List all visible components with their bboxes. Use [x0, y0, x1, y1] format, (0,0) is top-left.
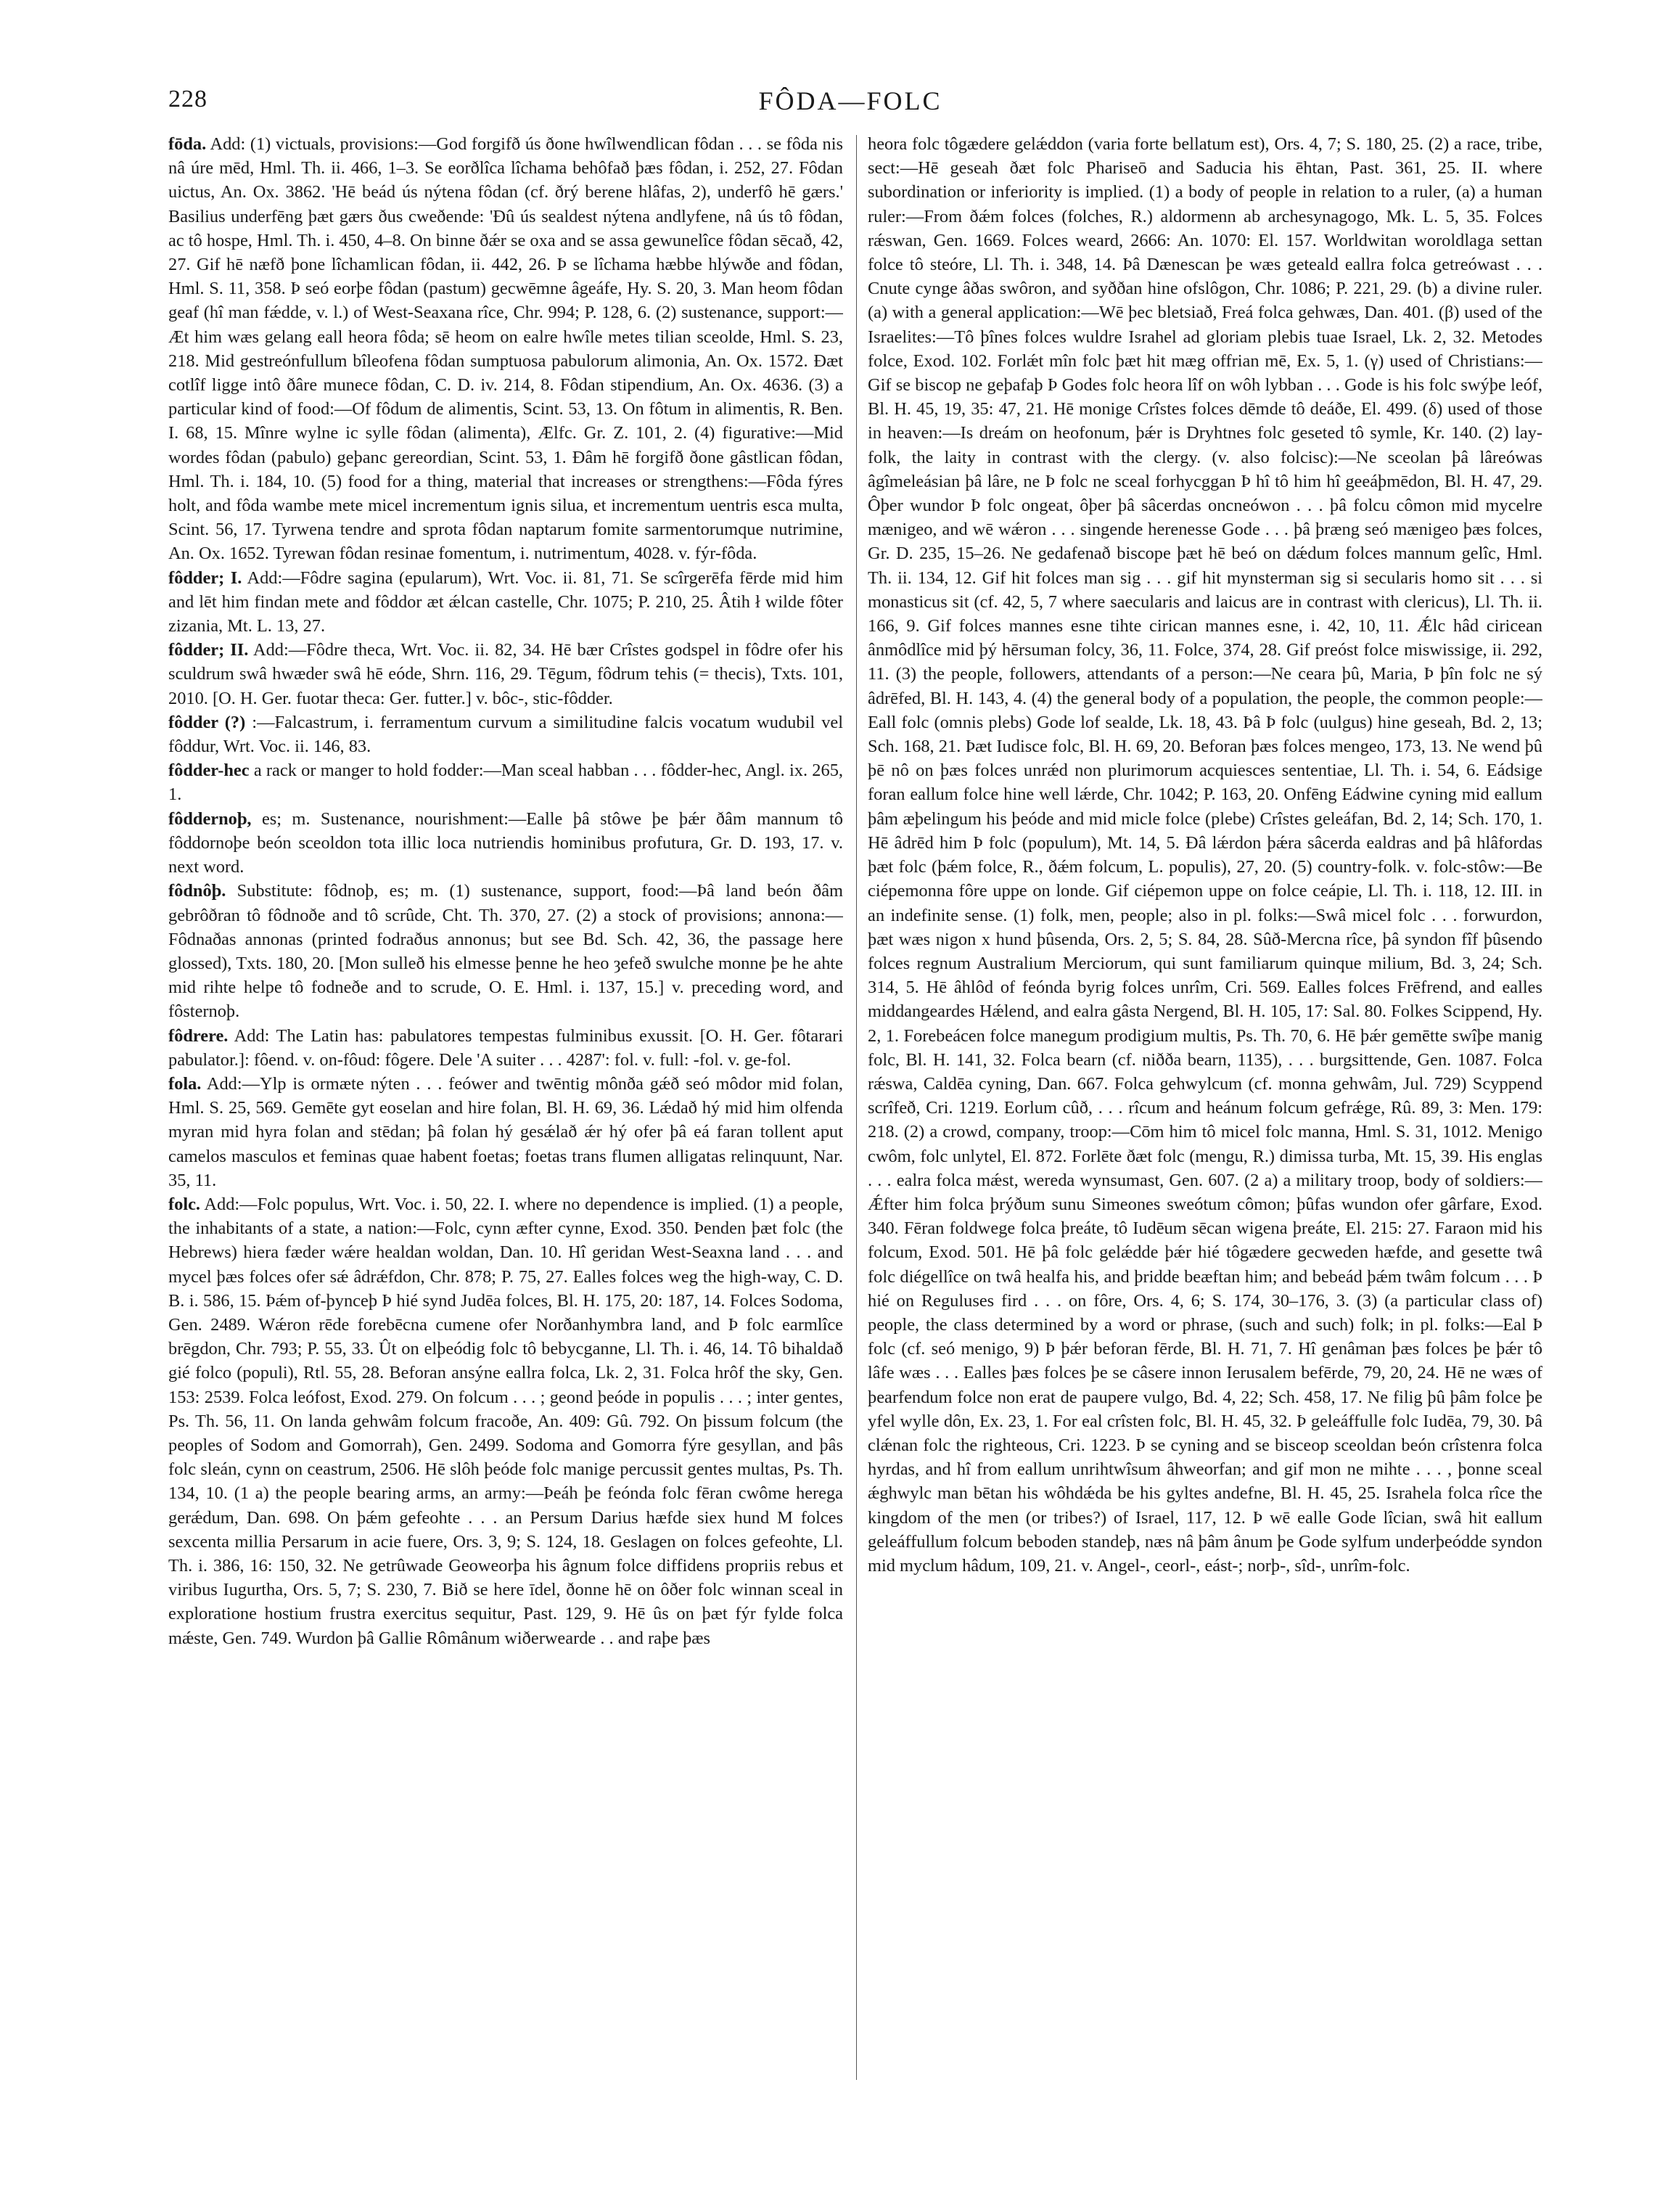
entry-text: heora folc tôgædere gelǽddon (varia forte bellatum est), Ors. 4, 7; S. 180, 25. (2) a race, tribe, sect:—Hē geseah ðæt folc Phariseō and Saducia his ēhtan, Past. 361, 25. II. where subordination or inferiority is implied. (1) a body of people in relation to a ruler, (a) a human ruler:—From ðǽm folces (folches, R.) aldormenn ab archesynagogo, Mk. L. 5, 35. Folces rǽswan, Gen. 1669. Folces weard, 2666: An. 1070: El. 157. Worldwitan woroldlaga settan folce tô steóre, Ll. Th. i. 348, 14. Þâ Dænescan þe wæs geteald eallra folca getreówast . . . Cnute cynge âðas swôron, and syððan hine ofslôgon, Chr. 1086; P. 221, 29. (b) a divine ruler. (a) with a general application:—Wē þec bletsiað, Freá folca gehwæs, Dan. 401. (β) used of the Israelites:—Tô þînes folces wuldre Israhel ad gloriam plebis tuae Israel, Lk. 2, 32. Metodes folce, Exod. 102. Forlǽt mîn folc þæt hit mæg offrian mē, Ex. 5, 1. (γ) used of Christians:—Gif se biscop ne geþafaþ Þ Godes folc heora lîf on wôh lybban . . . Gode is his folc swýþe leóf, Bl. H. 45, 19, 35: 47, 21. Hē monige Crîstes folces dēmde tô deáðe, El. 499. (δ) used of those in heaven:—Is dreám on heofonum, þǽr is Dryhtnes folc geseted tô symle, Kr. 140. (2) lay-folk, the laity in contrast with the clergy. (v. also folcisc):—Ne sceolan þâ lâreówas âgîmeleásian þâ lâre, ne Þ folc ne sceal forhycggan Þ hî tô him hî geeáþmēdon, Bl. H. 47, 29. Ôþer wundor Þ folc ongeat, ôþer þâ sâcerdas oncneówon . . . þâ folcu cômon mid mycelre mænigeo, and wē wǽron . . . singende herenesse Gode . . . þâ þræng seó mænigeo þæs folces, Gr. D. 235, 15–26. Ne gedafenað biscope þæt hē beó on dǽdum folces mannum gelîc, Hml. Th. ii. 134, 12. Gif hit folces man sig . . . gif hit mynsterman sig si secularis homo sit . . . si monasticus sit (cf. 42, 5, 7 where saecularis and laicus are in contrast with clericus), Ll. Th. ii. 166, 9. Gif folces mannes esne tihte cirican mannes esne, i. 42, 10, 11. Ǽlc hâd ciricean ânmôdlîce mid þý hērsuman folcy, 36, 11. Folce, 374, 28. Gif preóst folce miswissige, ii. 292, 11. (3) the people, followers, attendants of a person:—Ne ceara þû, Maria, Þ þîn folc ne sý âdrēfed, Bl. H. 143, 4. (4) the general body of a population, the people, the common people:—Eall folc (omnis plebs) Gode lof sealde, Lk. 18, 43. Þâ Þ folc (uulgus) hine geseah, Bd. 2, 13; Sch. 168, 21. Þæt Iudisce folc, Bl. H. 69, 20. Beforan þæs folces mengeo, 173, 13. Ne wend þû þē nô on þæs folces unrǽd non plurimorum acquiesces sententiae, Ll. Th. i. 54, 6. Eádsige foran eallum folce hine well lǽrde, Chr. 1042; P. 163, 20. Onfēng Eádwine cyning mid eallum þâm æþelingum his þeóde and mid micle folce (plebe) Crîstes geleáfan, Bd. 2, 14; Sch. 170, 1. Hē âdrēd him Þ folc (populum), Mt. 14, 5. Ðâ lǽrdon þǽra sâcerda ealdras and þâ hlâfordas þæt folc (þǽm folce, R., ðǽm folcum, L. populis), 27, 20. (5) country-folk. v. folc-stôw:—Be ciépemonna fôre uppe on londe. Gif ciépemon uppe on folce ceápie, Ll. Th. i. 118, 12. III. in an indefinite sense. (1) folk, men, people; also in pl. folks:—Swâ micel folc . . . forwurdon, þæt wæs nigon x hund þûsenda, Ors. 2, 5; S. 84, 28. Sûð-Mercna rîce, þâ syndon fîf þûsendo folces regnum Australium Merciorum, qui sunt familiarum quinque milium, Bd. 3, 24; Sch. 314, 5. Hē âhlôd of feónda byrig folces unrîm, Cri. 569. Ealles folces Frēfrend, and ealles middangeardes Hǽlend, and ealra gâsta Nergend, Bl. H. 105, 17: Sal. 80. Folkes Scippend, Hy. 2, 1. Forebeácen folce manegum prodigium multis, Ps. Th. 70, 6. Hē þǽr gemētte swîþe manig folc, Bl. H. 141, 32. Folca bearn (cf. niðða bearn, 1135), . . . burgsittende, Gen. 1087. Folca rǽswa, Caldēa cyning, Dan. 667. Folca gehwylcum (cf. monna gehwâm, Jul. 729) Scyppend scrîfeð, Cri. 1219. Eorlum cûð, . . . rîcum and heánum folcum gefrǽge, Rû. 89, 3: Men. 179: 218. (2) a crowd, company, troop:—Cōm him tô micel folc manna, Hml. S. 31, 1012. Menigo cwôm, folc unlytel, El. 872. Forlēte ðæt folc (mengu, R.) dimissa turba, Mt. 15, 39. His englas . . . ealra folca mǽst, wereda wynsumast, Gen. 607. (2 a) a military troop, body of soldiers:—Ǽfter him folca þrýðum sunu Simeones sweótum cômon; þûfas wundon ofer gârfare, Exod. 340. Fēran foldwege folca þreáte, tô Iudēum sēcan wigena þreáte, El. 215: 27. Faraon mid his folcum, Exod. 501. Hē þâ folc gelǽdde þǽr hié tôgædere gecweden hæfde, and gesette twâ folc diégellîce on twâ healfa his, and þridde beæftan him; and bebeád þǽm twâm folcum . . . Þ hié on Reguluses fird . . . on fôre, Ors. 4, 6; S. 174, 30–176, 3. (3) (a particular class of) people, the class determined by a word or phrase, (such and such) folk; in pl. folks:—Eal Þ folc (cf. seó menigo, 9) Þ þǽr beforan fērde, Bl. H. 71, 7. Hî genâman þæs folces þe þǽr tô lâfe wæs . . . Ealles þæs folces þe se câsere innon Ierusalem befērde, 79, 20, 24. Hē ne wæs of þearfendum folce non erat de paupere vulgo, Bd. 4, 22; Sch. 458, 17. Ne filig þû þâm folce þe yfel wylle dôn, Ex. 23, 1. For eal crîsten folc, Bl. H. 45, 32. Þ geleáffulle folc Iudēa, 79, 30. Þâ clǽnan folc the righteous, Cri. 1223. Þ se cyning and se bisceop sceoldan beón crîstenra folca hyrdas, and hî from eallum unrihtwîsum âhweorfan; and gif mon ne mihte . . . , þonne sceal ǽghwylc man bētan his wôhdǽda be his gyltes andefne, Bl. H. 45, 25. Israhela folca rîce the kingdom of the men (or tribes?) of Israel, 117, 12. Þ wē ealle Gode lîcian, swâ hit eallum geleáffullum folcum beboden standeþ, næs nâ þâm ânum þe Gode sylfum underþeódde syndon mid myclum hâdum, 109, 21. v. Angel-, ceorl-, eást-; norþ-, sîd-, unrîm-folc.: [868, 134, 1542, 1576]
page-number: 228: [168, 86, 208, 112]
dictionary-entry: [168, 1072, 843, 1192]
dictionary-entry: [168, 132, 843, 566]
entry-text: Add:—Folc populus, Wrt. Voc. i. 50, 22. I. where no dependence is implied. (1) a people, the inhabitants of a state, a nation:—Folc, cynn æfter cynne, Exod. 350. Þenden þæt folc (the Hebrews) hiera fæder wǽre healdan woldan, Dan. 10. Hî geridan West-Seaxna land . . . and mycel þæs folces ofer sǽ âdrǽfdon, Chr. 878; P. 75, 27. Ealles folces weg the high-way, C. D. B. i. 586, 15. Þǽm of-þynceþ Þ hié synd Judēa folces, Bl. H. 175, 20: 187, 14. Folces Sodoma, Gen. 2489. Wǽron rēde forebēcna cumene ofer Norðanhymbra land, and Þ folc earmlîce brēgdon, Chr. 793; P. 55, 33. Ût on elþeódig folc tô bebycganne, Ll. Th. i. 46, 14. Tô bihaldað gié folco (populi), Rtl. 55, 28. Beforan ansýne eallra folca, Lk. 2, 31. Folca hrôf the sky, Gen. 153: 2539. Folca leófost, Exod. 279. On folcum . . . ; geond þeóde in populis . . . ; inter gentes, Ps. Th. 56, 11. On landa gehwâm folcum fracoðe, An. 409: Gû. 792. On þissum folcum (the peoples of Sodom and Gomorrah), Gen. 2499. Sodoma and Gomorra fýre gesyllan, and þâs folc sleán, cynn on ceastrum, 2506. Hē slôh þeóde folc manige percussit gentes multas, Ps. Th. 134, 10. (1 a) the people bearing arms, an army:—Þeáh þe feónda folc fēran cwôme herega gerǽdum, Dan. 698. On þǽm gefeohte . . . an Persum Darius hæfde siex hund M folces sexcenta millia Persarum in acie fuere, Ors. 3, 9; S. 124, 18. Geslagen on folces gefeohte, Ll. Th. i. 386, 16: 150, 32. Ne getrûwade Geoweorþa his âgnum folce diffidens propriis rebus et viribus Iugurtha, Ors. 5, 7; S. 230, 7. Bið se here īdel, ðonne hē on ôðer folc winnan sceal in exploratione hostium frustra exercitus sequitur, Past. 129, 9. Hē ûs on þæt fýr fylde folca mǽste, Gen. 749. Wurdon þâ Gallie Rômânum wiðerwearde . . and raþe þæs: [168, 1194, 843, 1648]
dictionary-entry: [168, 807, 843, 880]
column-divider: [856, 135, 857, 2080]
entry-headword: folc.: [168, 1194, 201, 1214]
right-column: [868, 132, 1542, 2164]
dictionary-entry: [168, 879, 843, 1023]
entry-headword: fôdder; I.: [168, 568, 242, 588]
dictionary-entry: [168, 1024, 843, 1072]
entry-headword: fôdder-hec: [168, 761, 250, 781]
entry-headword: fola.: [168, 1073, 202, 1094]
entry-text: Add:—Fôdre sagina (epularum), Wrt. Voc. ii. 81, 71. Se scîrgerēfa fērde mid him and lēt him findan mete and fôddor æt ǽlcan castelle, Chr. 1075; P. 210, 25. Âtih ł wilde fôter zizania, Mt. L. 13, 27.: [168, 568, 843, 636]
entry-headword: fôdder; II.: [168, 640, 249, 660]
entry-headword: fôdder (?): [168, 712, 246, 732]
dictionary-entry: [168, 1192, 843, 1650]
entry-headword: fôddernoþ,: [168, 808, 252, 829]
entry-headword: fōda.: [168, 134, 207, 154]
entry-text: Add: The Latin has: pabulatores tempestas fulminibus exussit. [O. H. Ger. fôtarari pabulator.]: fôend. v. on-fôud: fôgere. Dele 'A suiter . . . 4287': fol. v. full: -fol. v. ge-fol.: [168, 1025, 843, 1070]
dictionary-entry: [168, 566, 843, 639]
entry-text: Add:—Fôdre theca, Wrt. Voc. ii. 82, 34. Hē bær Crîstes godspel in fôdre ofer his sculdrum swâ hwæder swâ hē eóde, Shrn. 116, 29. Tēgum, fôdrum tehis (= thecis), Txts. 101, 2010. [O. H. Ger. fuotar theca: Ger. futter.] v. bôc-, stic-fôdder.: [168, 640, 843, 708]
page-header: [168, 86, 1532, 129]
dictionary-entry: [168, 758, 843, 806]
left-column: [168, 132, 843, 2164]
entry-text: Substitute: fôdnoþ, es; m. (1) sustenance, support, food:—Þâ land beón ðâm gebrôðran tô fôdnoðe and tô scrûde, Cht. Th. 370, 27. (2) a stock of provisions; annona:—Fôdnaðas annonas (printed fodraðus annonus; but see Bd. Sch. 42, 36, the passage here glossed), Txts. 180, 20. [Mon sulleð his elmesse þenne he heo ȝefeð swulche monne þe he ahte mid rihte helpe tô fodneðe and to scrude, O. E. Hml. i. 137, 15.] v. preceding word, and fôsternoþ.: [168, 881, 843, 1022]
running-head: FÔDA—FOLC: [758, 86, 942, 115]
dictionary-entry: [868, 132, 1542, 1578]
entry-text: a rack or manger to hold fodder:—Man sceal habban . . . fôdder-hec, Angl. ix. 265, 1.: [168, 761, 843, 805]
dictionary-entry: [168, 710, 843, 758]
entry-text: es; m. Sustenance, nourishment:—Ealle þâ stôwe þe þǽr ðâm mannum tô fôddornoþe beón sceoldon tota illic loca nutriendis hominibus profutura, Gr. D. 193, 17. v. next word.: [168, 808, 843, 877]
entry-text: Add:—Ylp is ormæte nýten . . . feówer and twēntig mônða gǽð seó môdor mid folan, Hml. S. 25, 569. Gemēte gyt eoselan and hire folan, Bl. H. 69, 36. Lǽdað hý mid him olfenda myran mid hyra folan and stēdan; þâ folan hý gesǽlað ǽr hý ofer þâ eá faran tollent aput camelos masculos et feminas quae habent foetas; foetas trans flumen alligatas relinquunt, Nar. 35, 11.: [168, 1073, 843, 1190]
entry-text: Add: (1) victuals, provisions:—God forgifð ús ðone hwîlwendlican fôdan . . . se fôda nis nâ úre mēd, Hml. Th. ii. 466, 1–3. Se eorðlîca lîchama behôfað þæs fôdan, i. 252, 27. Fôdan uictus, An. Ox. 3862. 'Hē beád ús nýtena fôdan (cf. ðrý berene hlâfas, 2), underfô hē gærs.' Basilius underfēng þæt gærs ðus cweðende: 'Ðû ús sealdest nýtena andlyfene, nâ ús tô fôdan, ac tô hospe, Hml. Th. i. 450, 4–8. On binne ðǽr se oxa and se assa gewunelîce fôdan sēcað, 42, 27. Gif hē næfð þone lîchamlican fôdan, ii. 442, 26. Þ se lîchama hæbbe hlýwðe and fôdan, Hml. S. 11, 358. Þ seó eorþe fôdan (pastum) gecwēmne âgeáfe, Hy. S. 20, 3. Man heom fôdan geaf (hî man fǽdde, v. l.) of West-Seaxana rîce, Chr. 994; P. 128, 6. (2) sustenance, support:—Æt him wæs gelang eall heora fôda; sē heom on ealre hwîle metes tilian sceolde, Hml. S. 23, 218. Mid gestreónfullum bîleofena fôdan sumptuosa pabulorum alimonia, An. Ox. 1572. Ðæt cotlîf ligge intô ðâre munece fôdan, C. D. iv. 214, 8. Fôdan stipendium, An. Ox. 4636. (3) a particular kind of food:—Of fôdum de alimentis, Scint. 53, 13. On fôtum in alimentis, R. Ben. I. 68, 15. Mînre wylne ic sylle fôdan (alimenta), Ælfc. Gr. Z. 101, 2. (4) figurative:—Mid wordes fôdan (pabulo) geþanc gereordian, Scint. 53, 1. Ðâm hē forgifð ðone gâstlican fôdan, Hml. Th. i. 184, 10. (5) food for a thing, material that increases or strengthens:—Fôda fýres holt, and fôda wambe mete micel incrementum ignis silua, et incrementum uentris esca multa, Scint. 56, 17. Tyrwena tendre and sprota fôdan naptarum fomite sarmentorumque nutrimine, An. Ox. 1652. Tyrewan fôdan resinae fomentum, i. nutrimentum, 4028. v. fýr-fôda.: [168, 134, 843, 564]
dictionary-entry: [168, 638, 843, 710]
entry-headword: fôdnôþ.: [168, 881, 226, 901]
entry-text: :—Falcastrum, i. ferramentum curvum a similitudine falcis vocatum wudubil vel fôddur, Wrt. Voc. ii. 146, 83.: [168, 712, 843, 757]
entry-headword: fôdrere.: [168, 1025, 229, 1046]
